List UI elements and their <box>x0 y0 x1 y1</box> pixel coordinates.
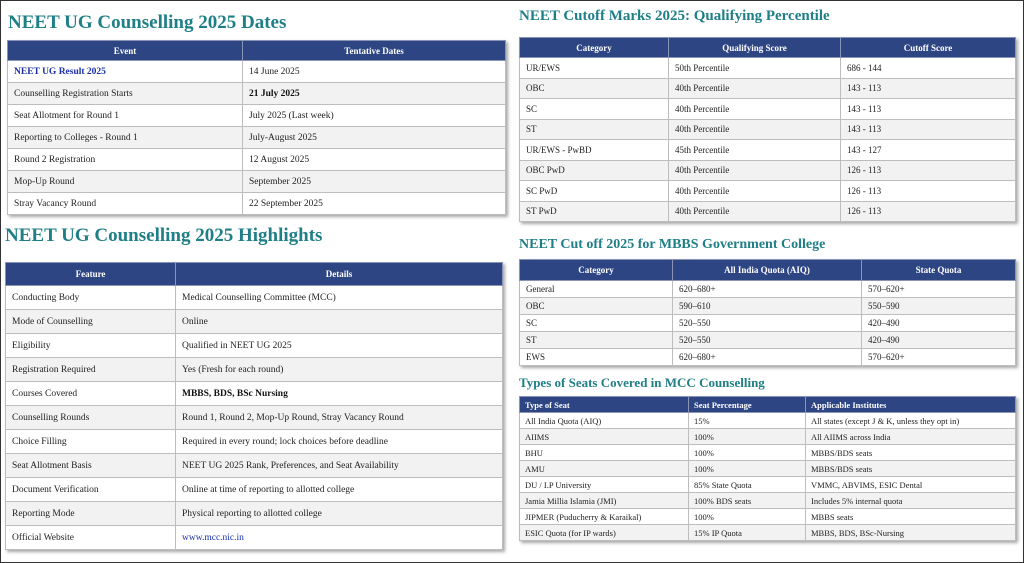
column-header: Feature <box>6 263 176 286</box>
cutoff-cell: 126 - 113 <box>841 181 1016 202</box>
dates-title: NEET UG Counselling 2025 Dates <box>8 12 287 33</box>
table-row <box>8 127 506 149</box>
details-cell: Required in every round; lock choices before deadline <box>176 430 503 454</box>
official-website-link[interactable]: www.mcc.nic.in <box>182 532 244 543</box>
date-cell: September 2025 <box>243 171 506 193</box>
score-cell: 40th Percentile <box>669 119 841 140</box>
score-cell: 40th Percentile <box>669 78 841 99</box>
seat-type-cell: BHU <box>520 445 689 461</box>
table-row <box>520 281 1016 298</box>
column-header: Category <box>520 260 673 281</box>
institutes-cell: MBBS/BDS seats <box>806 445 1016 461</box>
feature-cell: Registration Required <box>6 358 176 382</box>
cutoff-table <box>519 37 1016 222</box>
details-cell: Qualified in NEET UG 2025 <box>176 334 503 358</box>
table-row <box>6 382 503 406</box>
column-header: Event <box>8 41 243 61</box>
details-cell: Physical reporting to allotted college <box>176 502 503 526</box>
table-row <box>8 193 506 215</box>
feature-cell: Eligibility <box>6 334 176 358</box>
category-cell: SC <box>520 99 669 120</box>
seat-types-table <box>519 396 1016 541</box>
seat-type-cell: ESIC Quota (for IP wards) <box>520 525 689 541</box>
score-cell: 50th Percentile <box>669 58 841 79</box>
details-cell: Medical Counselling Committee (MCC) <box>176 286 503 310</box>
highlights-title: NEET UG Counselling 2025 Highlights <box>5 225 323 246</box>
column-header: Category <box>520 38 669 58</box>
institutes-cell: VMMC, ABVIMS, ESIC Dental <box>806 477 1016 493</box>
table-row <box>8 105 506 127</box>
score-cell: 40th Percentile <box>669 201 841 222</box>
event-cell: Stray Vacancy Round <box>8 193 243 215</box>
seat-type-cell: AIIMS <box>520 429 689 445</box>
cutoff-cell: 686 - 144 <box>841 58 1016 79</box>
seat-percentage-cell: 100% <box>689 445 806 461</box>
cutoff-title: NEET Cutoff Marks 2025: Qualifying Percentile <box>519 8 830 24</box>
feature-cell: Mode of Counselling <box>6 310 176 334</box>
seat-type-cell: DU / I.P University <box>520 477 689 493</box>
date-cell: 14 June 2025 <box>243 61 506 83</box>
feature-cell: Conducting Body <box>6 286 176 310</box>
date-cell: 12 August 2025 <box>243 149 506 171</box>
details-cell: MBBS, BDS, BSc Nursing <box>176 382 503 406</box>
table-row <box>6 310 503 334</box>
cutoff-cell: 143 - 127 <box>841 140 1016 161</box>
category-cell: UR/EWS <box>520 58 669 79</box>
feature-cell: Document Verification <box>6 478 176 502</box>
event-cell[interactable] <box>8 61 243 83</box>
seat-percentage-cell: 15% IP Quota <box>689 525 806 541</box>
institutes-cell: MBBS seats <box>806 509 1016 525</box>
category-cell: OBC PwD <box>520 160 669 181</box>
seat-percentage-cell: 85% State Quota <box>689 477 806 493</box>
score-cell: 40th Percentile <box>669 99 841 120</box>
highlights-table <box>5 262 503 550</box>
table-row <box>520 58 1016 79</box>
mbbs-title: NEET Cut off 2025 for MBBS Government College <box>519 237 826 252</box>
feature-cell: Courses Covered <box>6 382 176 406</box>
seat-percentage-cell: 100% <box>689 509 806 525</box>
category-cell: ST <box>520 119 669 140</box>
event-cell: Mop-Up Round <box>8 171 243 193</box>
state-quota-cell: 570–620+ <box>862 281 1016 298</box>
column-header: Type of Seat <box>520 397 689 413</box>
column-header: Details <box>176 263 503 286</box>
seat-percentage-cell: 15% <box>689 413 806 429</box>
category-cell: OBC <box>520 298 673 315</box>
cutoff-cell: 126 - 113 <box>841 160 1016 181</box>
institutes-cell: Includes 5% internal quota <box>806 493 1016 509</box>
feature-cell: Seat Allotment Basis <box>6 454 176 478</box>
state-quota-cell: 420–490 <box>862 332 1016 349</box>
institutes-cell: MBBS/BDS seats <box>806 461 1016 477</box>
table-row <box>6 454 503 478</box>
feature-cell: Reporting Mode <box>6 502 176 526</box>
table-row <box>520 445 1016 461</box>
table-row <box>520 119 1016 140</box>
table-row <box>520 298 1016 315</box>
category-cell: OBC <box>520 78 669 99</box>
table-row <box>520 332 1016 349</box>
details-cell[interactable] <box>176 526 503 550</box>
table-row <box>520 315 1016 332</box>
feature-cell: Counselling Rounds <box>6 406 176 430</box>
table-row <box>520 160 1016 181</box>
seats-title: Types of Seats Covered in MCC Counselling <box>519 375 765 390</box>
table-row <box>520 181 1016 202</box>
table-header-row <box>6 263 503 286</box>
event-cell: Round 2 Registration <box>8 149 243 171</box>
column-header: Seat Percentage <box>689 397 806 413</box>
date-cell: July-August 2025 <box>243 127 506 149</box>
dates-table <box>7 40 506 215</box>
table-row <box>520 477 1016 493</box>
feature-cell: Choice Filling <box>6 430 176 454</box>
cutoff-cell: 143 - 113 <box>841 78 1016 99</box>
category-cell: ST <box>520 332 673 349</box>
result-link[interactable]: NEET UG Result 2025 <box>14 66 106 77</box>
table-row <box>520 201 1016 222</box>
event-cell: Counselling Registration Starts <box>8 83 243 105</box>
seat-type-cell: Jamia Millia Islamia (JMI) <box>520 493 689 509</box>
details-cell: Round 1, Round 2, Mop-Up Round, Stray Vacancy Round <box>176 406 503 430</box>
date-cell: 21 July 2025 <box>243 83 506 105</box>
seat-percentage-cell: 100% <box>689 461 806 477</box>
aiq-cell: 520–550 <box>673 332 862 349</box>
table-row <box>8 61 506 83</box>
score-cell: 40th Percentile <box>669 181 841 202</box>
state-quota-cell: 570–620+ <box>862 349 1016 366</box>
table-row <box>6 358 503 382</box>
table-row <box>6 430 503 454</box>
score-cell: 40th Percentile <box>669 160 841 181</box>
table-row <box>520 99 1016 120</box>
table-header-row <box>520 397 1016 413</box>
institutes-cell: All states (except J & K, unless they opt in) <box>806 413 1016 429</box>
column-header: Applicable Institutes <box>806 397 1016 413</box>
mbbs-cutoff-table <box>519 259 1016 366</box>
institutes-cell: All AIIMS across India <box>806 429 1016 445</box>
seat-type-cell: All India Quota (AIQ) <box>520 413 689 429</box>
category-cell: SC <box>520 315 673 332</box>
cutoff-cell: 143 - 113 <box>841 99 1016 120</box>
table-header-row <box>520 38 1016 58</box>
aiq-cell: 590–610 <box>673 298 862 315</box>
table-row <box>8 171 506 193</box>
details-cell: Online <box>176 310 503 334</box>
aiq-cell: 620–680+ <box>673 349 862 366</box>
column-header: Cutoff Score <box>841 38 1016 58</box>
table-header-row <box>520 260 1016 281</box>
table-row <box>6 502 503 526</box>
category-cell: UR/EWS - PwBD <box>520 140 669 161</box>
date-cell: 22 September 2025 <box>243 193 506 215</box>
state-quota-cell: 550–590 <box>862 298 1016 315</box>
table-row <box>520 429 1016 445</box>
table-row <box>6 526 503 550</box>
table-row <box>6 286 503 310</box>
institutes-cell: MBBS, BDS, BSc-Nursing <box>806 525 1016 541</box>
feature-cell: Official Website <box>6 526 176 550</box>
column-header: Tentative Dates <box>243 41 506 61</box>
table-row <box>520 525 1016 541</box>
column-header: State Quota <box>862 260 1016 281</box>
table-row <box>6 334 503 358</box>
details-cell: NEET UG 2025 Rank, Preferences, and Seat Availability <box>176 454 503 478</box>
seat-type-cell: AMU <box>520 461 689 477</box>
aiq-cell: 620–680+ <box>673 281 862 298</box>
category-cell: ST PwD <box>520 201 669 222</box>
details-cell: Yes (Fresh for each round) <box>176 358 503 382</box>
seat-type-cell: JIPMER (Puducherry & Karaikal) <box>520 509 689 525</box>
event-cell: Seat Allotment for Round 1 <box>8 105 243 127</box>
table-row <box>520 78 1016 99</box>
score-cell: 45th Percentile <box>669 140 841 161</box>
table-row <box>520 493 1016 509</box>
cutoff-cell: 126 - 113 <box>841 201 1016 222</box>
table-row <box>6 406 503 430</box>
table-row <box>520 461 1016 477</box>
seat-percentage-cell: 100% <box>689 429 806 445</box>
category-cell: General <box>520 281 673 298</box>
aiq-cell: 520–550 <box>673 315 862 332</box>
details-cell: Online at time of reporting to allotted college <box>176 478 503 502</box>
category-cell: EWS <box>520 349 673 366</box>
column-header: All India Quota (AIQ) <box>673 260 862 281</box>
category-cell: SC PwD <box>520 181 669 202</box>
table-row <box>520 349 1016 366</box>
event-cell: Reporting to Colleges - Round 1 <box>8 127 243 149</box>
table-row <box>8 149 506 171</box>
date-cell: July 2025 (Last week) <box>243 105 506 127</box>
table-row <box>6 478 503 502</box>
table-row <box>520 509 1016 525</box>
table-header-row <box>8 41 506 61</box>
cutoff-cell: 143 - 113 <box>841 119 1016 140</box>
table-row <box>520 140 1016 161</box>
table-row <box>8 83 506 105</box>
column-header: Qualifying Score <box>669 38 841 58</box>
state-quota-cell: 420–490 <box>862 315 1016 332</box>
seat-percentage-cell: 100% BDS seats <box>689 493 806 509</box>
table-row <box>520 413 1016 429</box>
